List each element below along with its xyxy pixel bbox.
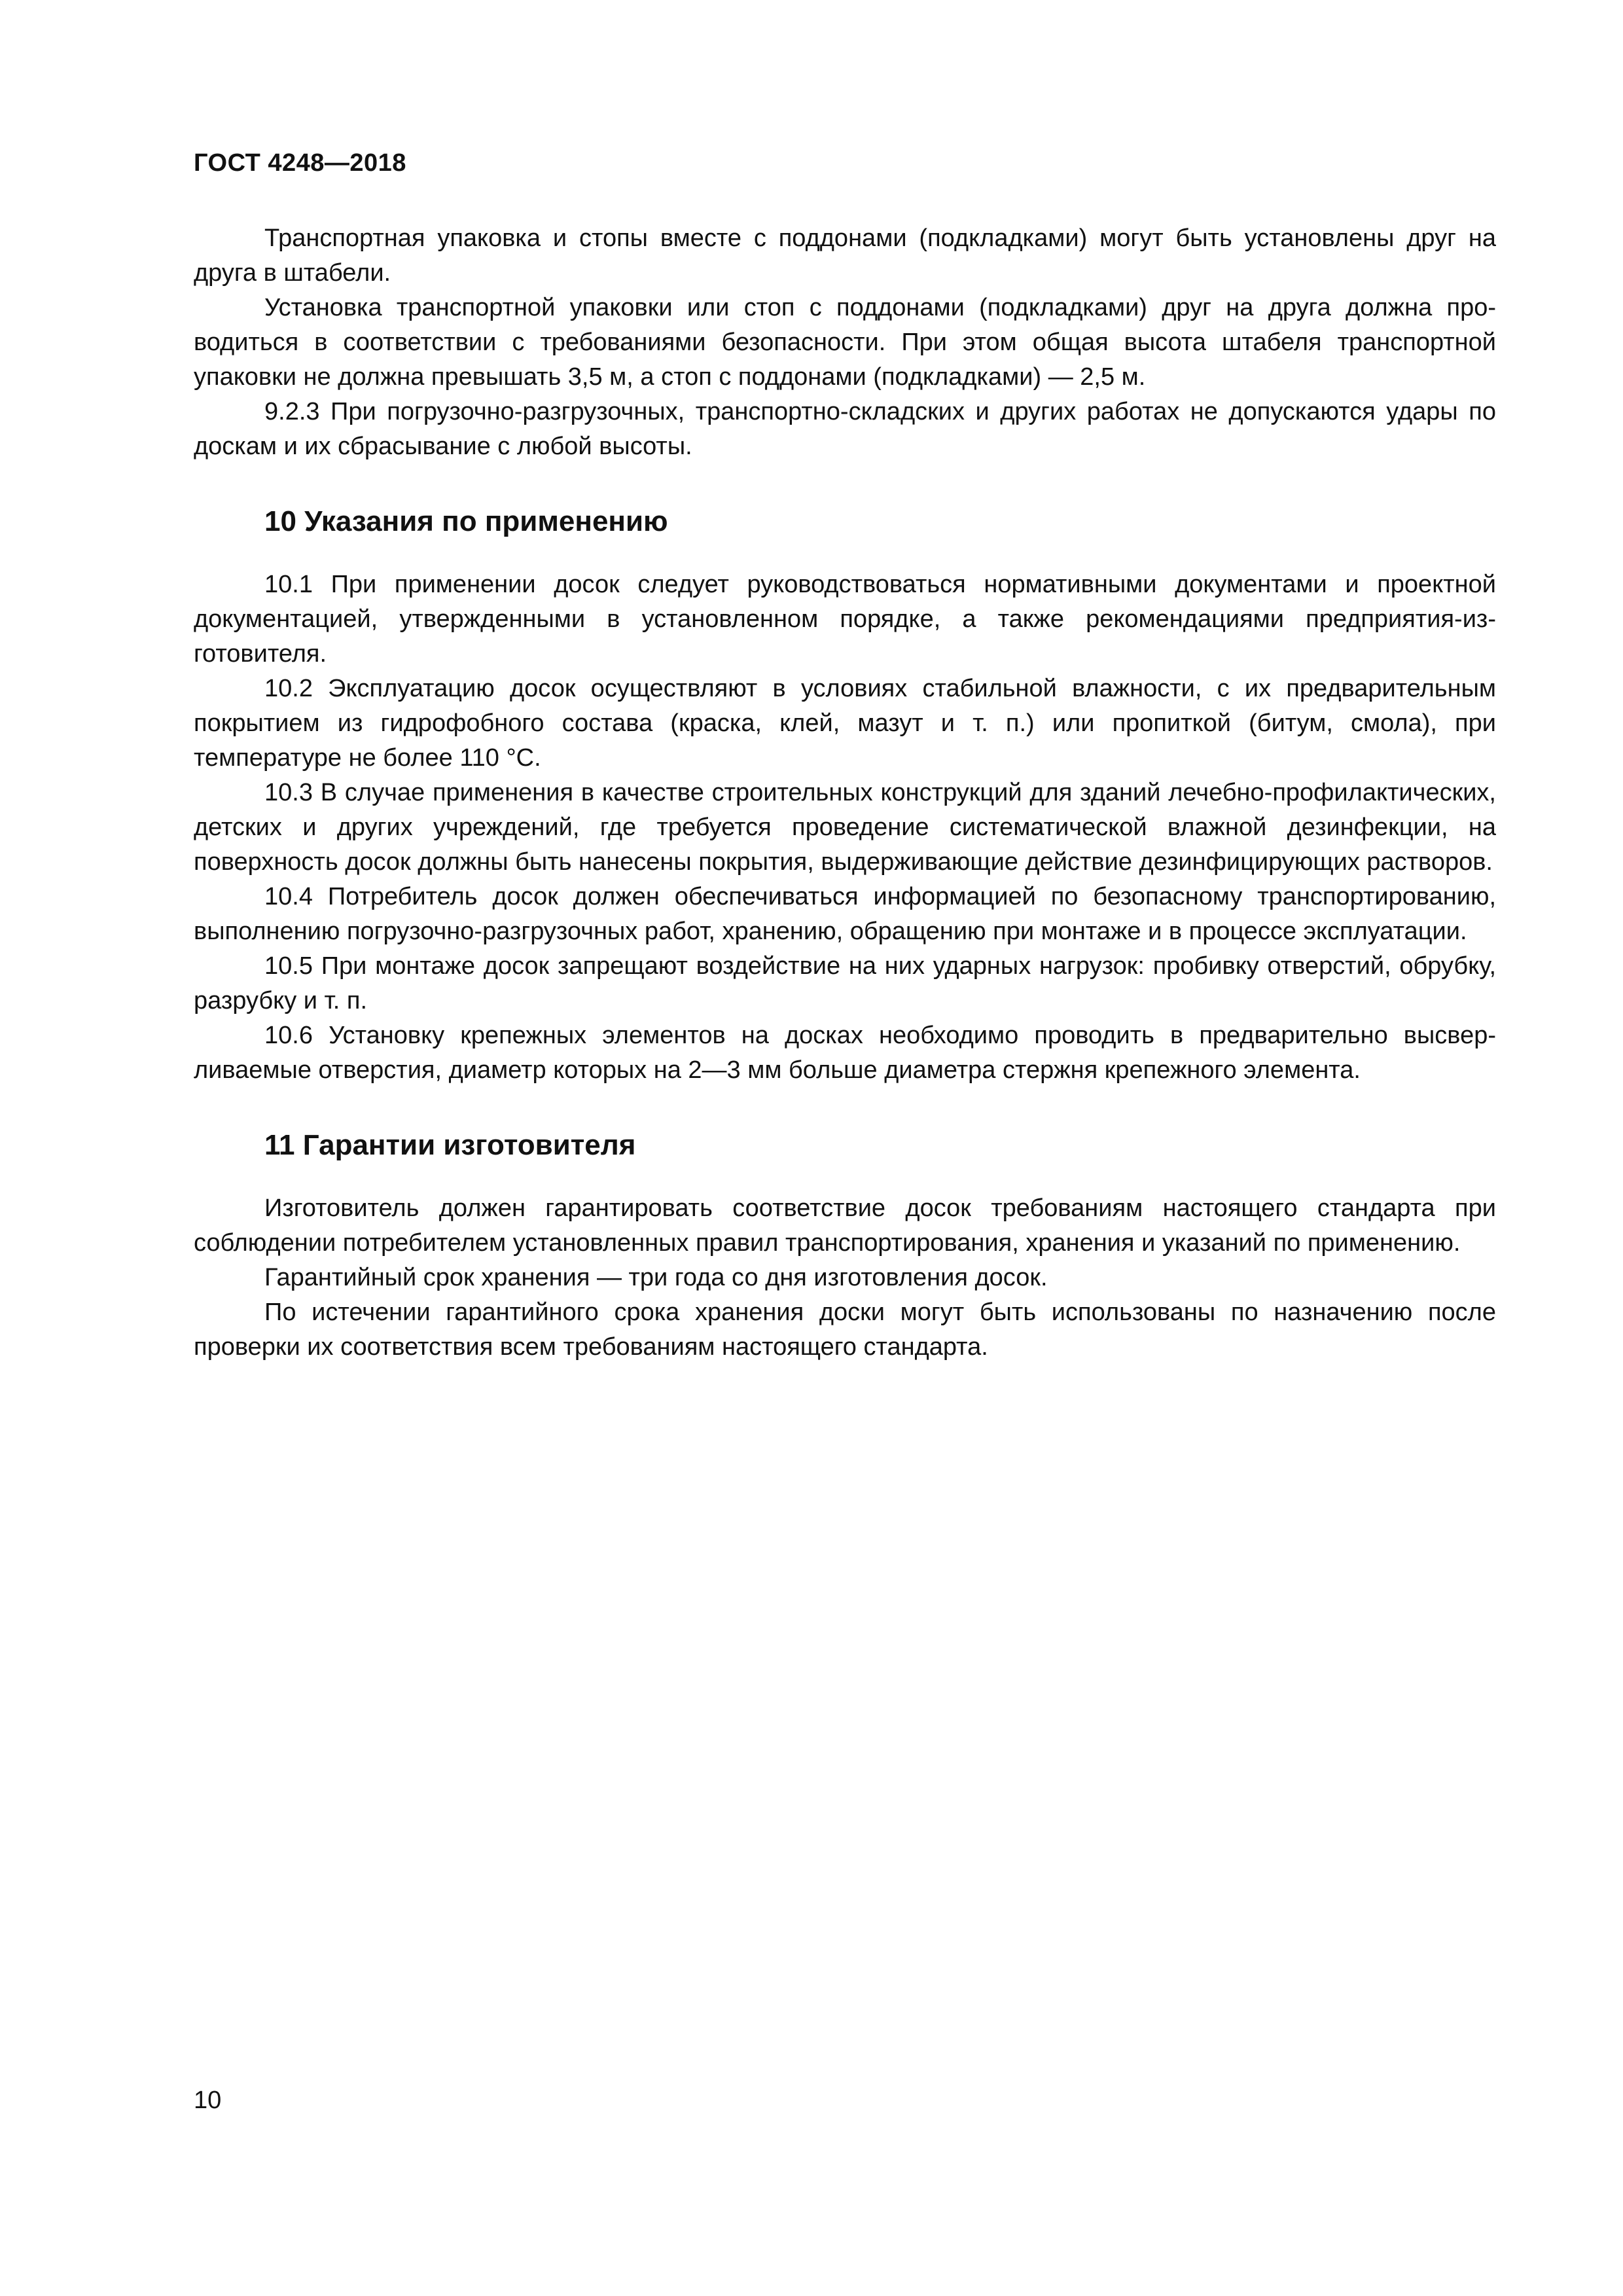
clause-10-1: 10.1 При применении досок следует руководствоваться нормативными документами и проектной документацией, утвержденными в установленном порядке, а также рекомендациями предприятия-изготовителя. (194, 571, 1496, 668)
paragraph: Изготовитель должен гарантировать соответствие досок требованиям настоящего стандарта при соблюдении потребителем установленных правил транспортирования, хранения и указаний по применению. (194, 1194, 1496, 1257)
clause-10-6: 10.6 Установку крепежных элементов на досках необходимо проводить в предварительно высверливаемые отверстия, диаметр которых на 2—3 мм больше диаметра стержня крепежного элемента. (194, 1022, 1496, 1084)
paragraph: 9.2.3 При погрузочно-разгрузочных, транспортно-складских и других работах не допускаются удары по доскам и их сбрасывание с любой высоты. (194, 398, 1496, 460)
clause-10-2: 10.2 Эксплуатацию досок осуществляют в условиях стабильной влажности, с их предварительным покрытием из гидрофобного состава (краска, клей, мазут и т. п.) или пропиткой (битум, смола), при температуре не более 110 °С. (194, 675, 1496, 772)
document-body (194, 221, 1496, 1365)
section-heading-11: 11 Гарантии изготовителя (264, 1129, 636, 1161)
clause-10-5: 10.5 При монтаже досок запрещают воздействие на них ударных нагрузок: пробивку отверстий, обрубку, разрубку и т. п. (194, 952, 1496, 1014)
section-heading-10: 10 Указания по применению (264, 505, 668, 537)
clause-10-3: 10.3 В случае применения в качестве строительных конструкций для зданий лечебно-профилактических, детских и других учреждений, где требуется проведение систематической влажной дезинфекции, на поверхность досок должны быть нанесены покрытия, выдерживающие действие дезинфицирующих растворов. (194, 779, 1496, 876)
paragraph: По истечении гарантийного срока хранения доски могут быть использованы по назначению после проверки их соответствия всем требованиям настоящего стандарта. (194, 1299, 1496, 1361)
page-number: 10 (194, 2087, 222, 2114)
document-header: ГОСТ 4248—2018 (194, 149, 406, 177)
paragraph: Транспортная упаковка и стопы вместе с поддонами (подкладками) могут быть установлены друг на друга в штабели. (194, 224, 1496, 287)
clause-10-4: 10.4 Потребитель досок должен обеспечиваться информацией по безопасному транспортированию, выполнению погрузочно-разгрузочных работ, хранению, обращению при монтаже и в процессе эксплуатации. (194, 883, 1496, 945)
paragraph: Установка транспортной упаковки или стоп с поддонами (подкладками) друг на друга должна проводиться в соответствии с требованиями безопасности. При этом общая высота штабеля транспортной упаковки не должна превышать 3,5 м, а стоп с поддонами (подкладками) — 2,5 м. (194, 294, 1496, 391)
paragraph: Гарантийный срок хранения — три года со дня изготовления досок. (264, 1264, 1048, 1291)
